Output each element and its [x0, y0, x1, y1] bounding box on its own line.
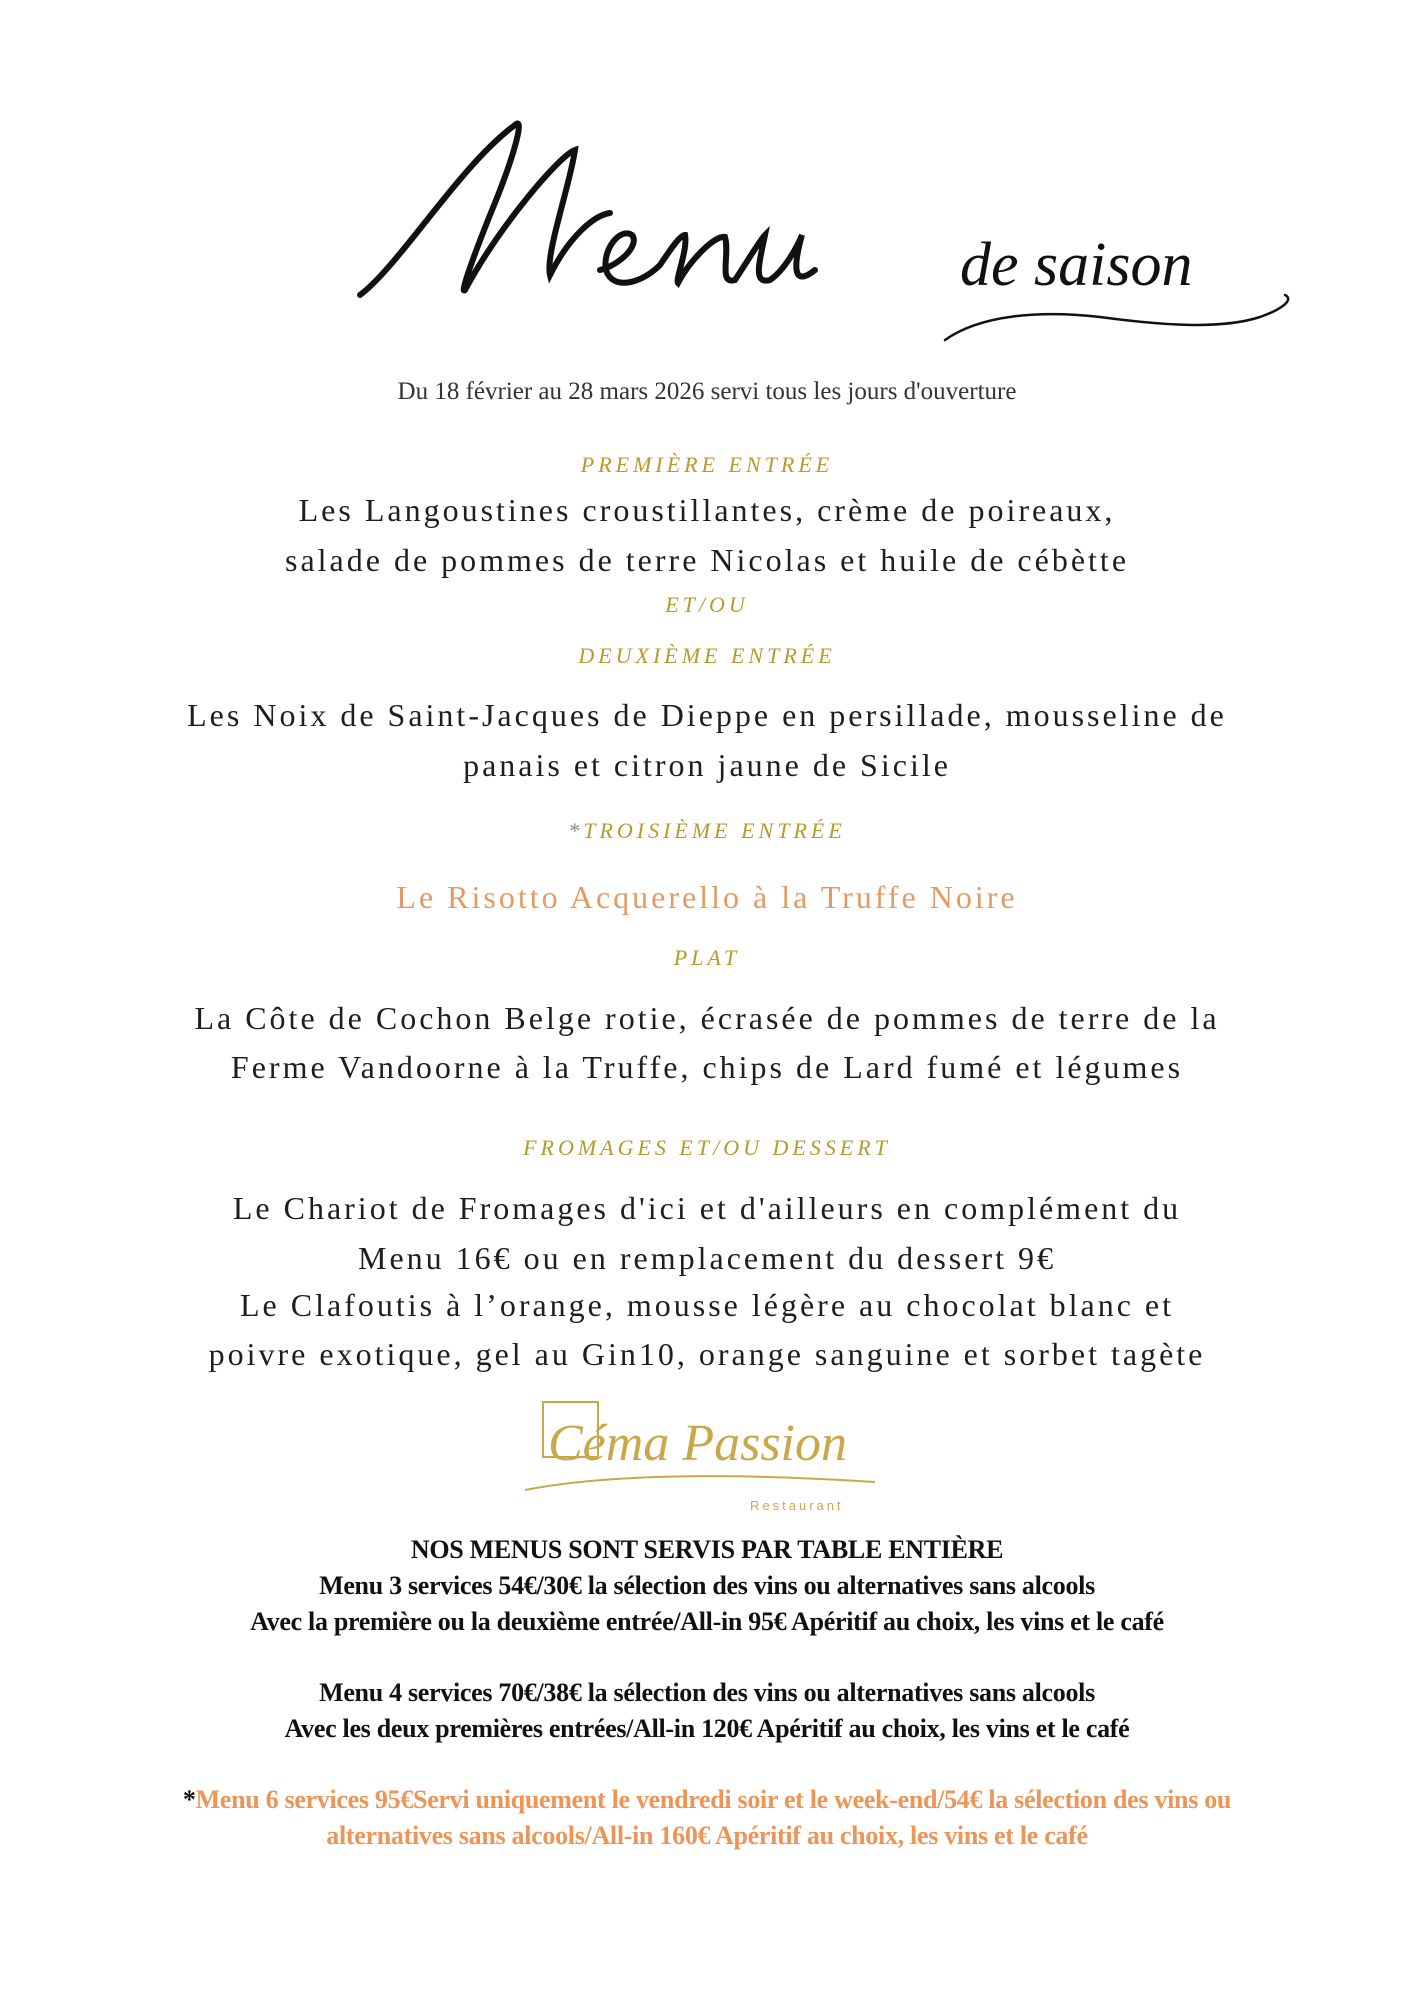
section-heading-main: PLAT	[673, 945, 741, 970]
connector-and-or: ET/OU	[665, 592, 749, 617]
section-heading-cheese-dessert: FROMAGES ET/OU DESSERT	[523, 1135, 891, 1160]
logo-tagline: Restaurant	[750, 1498, 844, 1513]
logo-name: Céma Passion	[548, 1415, 847, 1472]
dish-dessert-line2: poivre exotique, gel au Gin10, orange sanguine et sorbet tagète	[208, 1336, 1206, 1372]
dish-first-starter-line1: Les Langoustines croustillantes, crème de poireaux,	[298, 492, 1116, 528]
dish-third-starter: Le Risotto Acquerello à la Truffe Noire	[396, 879, 1018, 915]
period-text: Du 18 février au 28 mars 2026 servi tous les jours d'ouverture	[397, 378, 1017, 405]
section-heading-first-starter: PREMIÈRE ENTRÉE	[580, 452, 834, 477]
menu-title-logo	[340, 95, 1340, 385]
title-letter-e	[600, 233, 660, 282]
menu-6-line1	[0, 1782, 1414, 1818]
menu-3-line2: Avec la première ou la deuxième entrée/All-in 95€ Apéritif au choix, les vins et le café	[250, 1607, 1164, 1636]
menu-4-line1: Menu 4 services 70€/38€ la sélection des vins ou alternatives sans alcools	[319, 1678, 1095, 1707]
dish-cheese-line2: Menu 16€ ou en remplacement du dessert 9€	[358, 1240, 1056, 1276]
dish-dessert-line1: Le Clafoutis à l’orange, mousse légère au chocolat blanc et	[239, 1287, 1175, 1323]
logo-swoosh	[525, 1476, 875, 1490]
dish-second-starter-line2: panais et citron jaune de Sicile	[463, 747, 951, 783]
dish-cheese-line1: Le Chariot de Fromages d'ici et d'ailleurs en complément du	[232, 1190, 1182, 1226]
menu-6-asterisk: *	[182, 1785, 196, 1814]
title-letter-m	[360, 123, 610, 295]
third-starter-heading-text: TROISIÈME ENTRÉE	[583, 818, 846, 843]
title-letter-u	[735, 235, 815, 281]
title-suffix: de saison	[960, 231, 1193, 299]
section-heading-third-starter	[0, 818, 1414, 844]
dish-first-starter-line2: salade de pommes de terre Nicolas et huile de cébètte	[284, 542, 1130, 578]
dish-main-line1: La Côte de Cochon Belge rotie, écrasée de pommes de terre de la	[194, 1000, 1220, 1036]
menu-6-line2: alternatives sans alcools/All-in 160€ Apéritif au choix, les vins et le café	[326, 1821, 1088, 1850]
dish-second-starter-line1: Les Noix de Saint-Jacques de Dieppe en persillade, mousseline de	[187, 697, 1227, 733]
title-flourish	[945, 295, 1288, 340]
menu-3-line1: Menu 3 services 54€/30€ la sélection des vins ou alternatives sans alcools	[319, 1571, 1095, 1600]
menu-6-line1-text: Menu 6 services 95€Servi uniquement le vendredi soir et le week-end/54€ la sélection des vins ou	[195, 1785, 1232, 1814]
footer-heading: NOS MENUS SONT SERVIS PAR TABLE ENTIÈRE	[410, 1535, 1004, 1564]
asterisk-mark: *	[568, 818, 584, 843]
menu-4-line2: Avec les deux premières entrées/All-in 120€ Apéritif au choix, les vins et le café	[284, 1714, 1130, 1743]
restaurant-logo	[520, 1390, 900, 1520]
title-letter-n	[660, 235, 735, 283]
dish-main-line2: Ferme Vandoorne à la Truffe, chips de Lard fumé et légumes	[230, 1049, 1184, 1085]
section-heading-second-starter: DEUXIÈME ENTRÉE	[578, 643, 836, 668]
